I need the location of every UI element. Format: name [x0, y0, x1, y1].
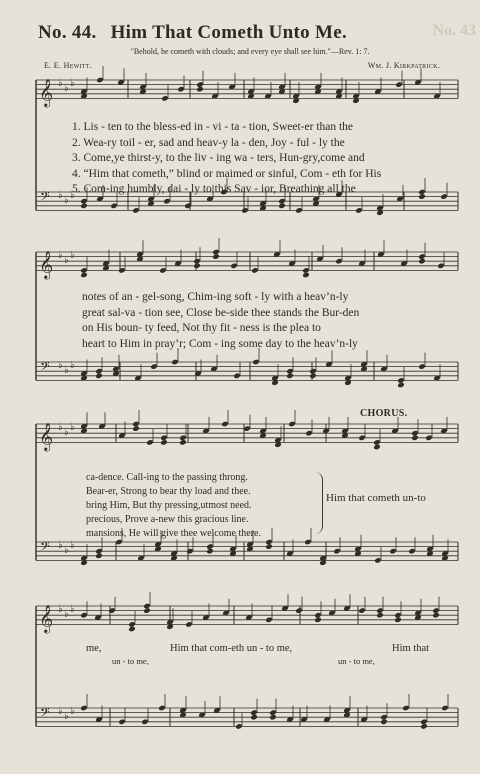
hymn-title: Him That Cometh Unto Me. [110, 22, 347, 43]
verse-line: notes of an - gel-song, Chim-ing soft - ly with a heav’n-ly [82, 291, 349, 303]
system-4-echo-2: un - to me, [338, 656, 375, 666]
system-2-key-signature-icon: ♭ [64, 365, 69, 376]
system-4-bass-note [380, 719, 388, 726]
verse-line: mansions, He will give thee welcome there. [86, 528, 261, 539]
verse-line: heart to Him in pray’r; Com - ing some day to the heav’n-ly [82, 337, 358, 350]
system-2-key-signature-icon: ♭ [58, 360, 63, 371]
system-4-bass-clef-icon: 𝄢 [40, 705, 50, 723]
system-1-bass-note [278, 203, 286, 210]
system-4-bass-note [420, 723, 428, 730]
system-4-echo-1: un - to me, [112, 656, 149, 666]
verse-line: Bear-er, Strong to bear thy load and thee. [86, 486, 251, 497]
system-1-key-signature-icon: ♭ [70, 190, 75, 201]
verse-line: ca-dence. Call-ing to the passing throng. [86, 472, 248, 483]
system-2-key-signature-icon: ♭ [58, 250, 63, 261]
verse-line: 3. Come,ye thirst-y, to the liv - ing wa - ters, Hun-gry,come and [72, 152, 365, 164]
system-4-lyric-mid: Him that com-eth un - to me, [170, 643, 293, 654]
verses-system-1 [72, 120, 381, 198]
system-4-key-signature-icon: ♭ [58, 706, 63, 717]
verse-brace [314, 472, 323, 534]
system-4-treble-note [376, 612, 384, 619]
verse-line: great sal-va - tion see, Close be-side thee stands the Bur-den [82, 306, 360, 319]
system-4-key-signature-icon: ♭ [64, 609, 69, 620]
system-1-bass-note [418, 193, 426, 200]
system-4-treble-clef-icon: 𝄞 [39, 604, 54, 633]
system-2-key-signature-icon: ♭ [70, 250, 75, 261]
verses-system-3 [86, 471, 261, 541]
system-4-key-signature-icon: ♭ [58, 604, 63, 615]
system-2-bass-note [286, 373, 294, 380]
verse-line: 4. “Him that cometh,” blind or maimed or sinful, Com - eth for His [72, 167, 382, 180]
system-2-treble-clef-icon: 𝄞 [39, 250, 54, 279]
system-3-treble-note [160, 439, 168, 446]
verse-line: 5. Com-ing humbly, dai - ly to this Sav - ior, Breathing all the [72, 183, 356, 195]
system-2-bass-note [397, 382, 405, 389]
verse-line: 1. Lis - ten to the bless-ed in - vi - ta - tion, Sweet-er than the [72, 121, 354, 133]
system-3-key-signature-icon: ♭ [70, 540, 75, 551]
system-2-treble-note [193, 263, 201, 270]
system-4-lyric-right: Him that [392, 643, 430, 654]
system-2-treble-note [80, 272, 88, 279]
system-4-treble-note [314, 617, 322, 624]
system-4-key-signature-icon: ♭ [64, 711, 69, 722]
system-3-key-signature-icon: ♭ [70, 422, 75, 433]
chorus-lyric: Him that cometh un-to [326, 492, 426, 504]
system-3-bass-note [95, 553, 103, 560]
system-2-key-signature-icon: ♭ [70, 360, 75, 371]
system-3-treble-note [373, 444, 381, 451]
verse-line: 2. Wea-ry toil - er, sad and heav-y la - den, Joy - ful - ly the [72, 136, 345, 149]
system-3-bass-note [206, 548, 214, 555]
system-1-key-signature-icon: ♭ [64, 83, 69, 94]
system-1-treble-note [196, 86, 204, 93]
scripture-epigraph: "Behold, he cometh with clouds; and every eye shall see him."—Rev. 1: 7. [130, 47, 370, 56]
system-2-treble-note [418, 258, 426, 265]
composer-credit: Wm. J. Kirkpatrick. [367, 61, 440, 70]
verse-line: on His boun- ty feed, Not thy fit - ness is the plea to [82, 322, 321, 334]
system-1-key-signature-icon: ♭ [64, 195, 69, 206]
system-1-key-signature-icon: ♭ [58, 190, 63, 201]
system-4-bass-note [250, 714, 258, 721]
system-1-bass-clef-icon: 𝄢 [40, 189, 50, 207]
system-3-treble-note [411, 435, 419, 442]
hymn-number: No. 44. [38, 22, 97, 43]
system-3-key-signature-icon: ♭ [64, 427, 69, 438]
system-1-bass-note [80, 203, 88, 210]
system-3-key-signature-icon: ♭ [58, 422, 63, 433]
verse-line: bring Him, But thy pressing,utmost need. [86, 500, 252, 511]
system-1-treble-clef-icon: 𝄞 [39, 78, 54, 107]
verse-line: precious, Prove a-new this gracious line. [86, 514, 249, 525]
system-4-bass-note [269, 714, 277, 721]
system-3-key-signature-icon: ♭ [64, 545, 69, 556]
system-4-treble-note [128, 626, 136, 633]
system-1-key-signature-icon: ♭ [70, 78, 75, 89]
system-4-lyric-left: me, [86, 643, 102, 654]
system-2-key-signature-icon: ♭ [64, 255, 69, 266]
chorus-label: CHORUS. [360, 408, 408, 419]
system-2-treble-note [302, 272, 310, 279]
system-2-bass-note [95, 373, 103, 380]
system-1-key-signature-icon: ♭ [58, 78, 63, 89]
lyricist-credit: E. E. Hewitt. [44, 61, 93, 70]
verses-system-2 [82, 290, 359, 352]
system-3-treble-note [179, 439, 187, 446]
system-2-bass-note [309, 373, 317, 380]
system-4-treble-note [143, 607, 151, 614]
bleed-through-text: No. 43 [432, 22, 476, 39]
system-3-treble-note [132, 425, 140, 432]
system-3-bass-clef-icon: 𝄢 [40, 539, 50, 557]
system-4-key-signature-icon: ♭ [70, 604, 75, 615]
system-3-key-signature-icon: ♭ [58, 540, 63, 551]
system-4-key-signature-icon: ♭ [70, 706, 75, 717]
system-4-treble-note [394, 617, 402, 624]
system-2-bass-clef-icon: 𝄢 [40, 359, 50, 377]
system-4-treble-note [432, 612, 440, 619]
system-3-bass-note [265, 543, 273, 550]
system-2-treble-note [212, 253, 220, 260]
system-3-treble-clef-icon: 𝄞 [39, 422, 54, 451]
